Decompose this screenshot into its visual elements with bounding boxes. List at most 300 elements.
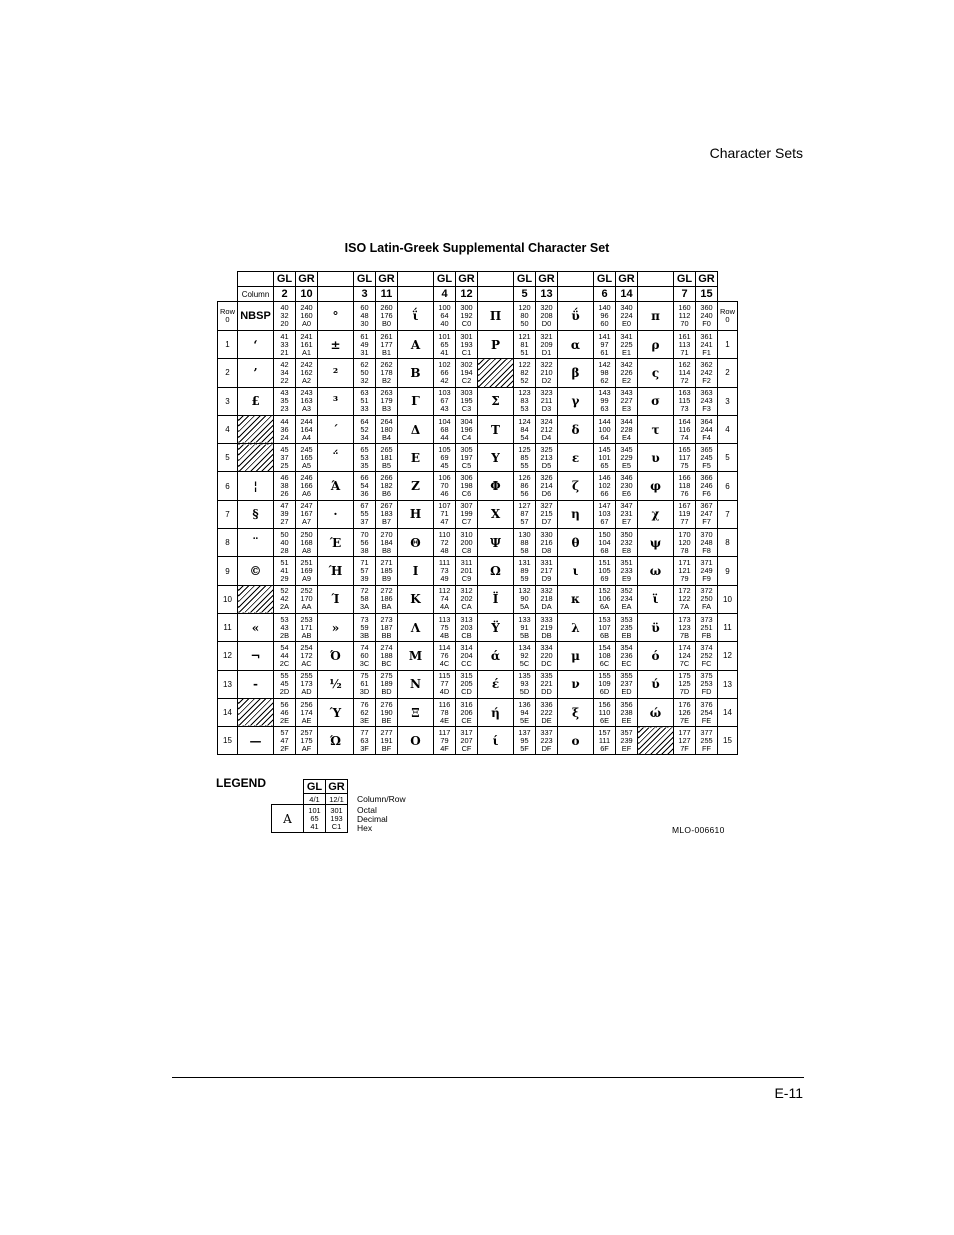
gl-codes: 117 79 4F	[434, 727, 456, 755]
gl-codes: 110 72 48	[434, 529, 456, 557]
character-glyph: δ	[558, 415, 594, 443]
gr-codes: 333 219 DB	[536, 613, 558, 641]
character-glyph: ¦	[238, 472, 274, 500]
character-glyph: Β	[398, 359, 434, 387]
character-glyph: ς	[638, 359, 674, 387]
gr-codes: 323 211 D3	[536, 387, 558, 415]
gl-codes: 116 78 4E	[434, 698, 456, 726]
character-glyph: φ	[638, 472, 674, 500]
gr-codes: 330 216 D8	[536, 529, 558, 557]
gr-codes: 365 245 F5	[696, 444, 718, 472]
gr-codes: 274 188 BC	[376, 642, 398, 670]
gl-codes: 134 92 5C	[514, 642, 536, 670]
character-glyph: ι	[558, 557, 594, 585]
gr-codes: 307 199 C7	[456, 500, 478, 528]
gr-codes: 353 235 EB	[616, 613, 638, 641]
character-glyph: ’	[238, 359, 274, 387]
gl-codes: 147 103 67	[594, 500, 616, 528]
gl-codes: 41 33 21	[274, 331, 296, 359]
gr-codes: 246 166 A6	[296, 472, 318, 500]
table-row	[218, 415, 738, 443]
table-row	[218, 387, 738, 415]
row-number-left: 10	[218, 585, 238, 613]
gl-codes: 132 90 5A	[514, 585, 536, 613]
gl-codes: 133 91 5B	[514, 613, 536, 641]
gr-codes: 300 192 C0	[456, 302, 478, 331]
gr-codes: 360 240 F0	[696, 302, 718, 331]
gr-codes: 364 244 F4	[696, 415, 718, 443]
gl-codes: 55 45 2D	[274, 670, 296, 698]
legend-glyph: A	[272, 805, 304, 833]
character-glyph: Η	[398, 500, 434, 528]
gr-codes: 362 242 F2	[696, 359, 718, 387]
table-row	[218, 557, 738, 585]
gl-codes: 115 77 4D	[434, 670, 456, 698]
row-number-right: 10	[718, 585, 738, 613]
gr-label: GR	[456, 272, 478, 287]
character-glyph: Ρ	[478, 331, 514, 359]
gl-codes: 174 124 7C	[674, 642, 696, 670]
gr-codes: 265 181 B5	[376, 444, 398, 472]
gr-codes: 241 161 A1	[296, 331, 318, 359]
gr-codes: 347 231 E7	[616, 500, 638, 528]
character-glyph: ί	[478, 727, 514, 755]
gl-codes: 66 54 36	[354, 472, 376, 500]
gl-codes: 62 50 32	[354, 359, 376, 387]
character-glyph: §	[238, 500, 274, 528]
gr-codes: 251 169 A9	[296, 557, 318, 585]
gl-label: GL	[674, 272, 696, 287]
table-row	[218, 585, 738, 613]
character-glyph: ϊ	[638, 585, 674, 613]
character-glyph	[238, 585, 274, 613]
character-glyph: Φ	[478, 472, 514, 500]
gr-column-number: 14	[616, 287, 638, 302]
character-glyph	[638, 727, 674, 755]
gr-codes: 375 253 FD	[696, 670, 718, 698]
gl-codes: 75 61 3D	[354, 670, 376, 698]
gr-label: GR	[536, 272, 558, 287]
gl-codes: 44 36 24	[274, 415, 296, 443]
gl-codes: 73 59 3B	[354, 613, 376, 641]
gr-codes: 252 170 AA	[296, 585, 318, 613]
gr-codes: 343 227 E3	[616, 387, 638, 415]
gl-codes: 167 119 77	[674, 500, 696, 528]
gl-codes: 150 104 68	[594, 529, 616, 557]
gl-column-number: 7	[674, 287, 696, 302]
gr-codes: 263 179 B3	[376, 387, 398, 415]
gl-codes: 54 44 2C	[274, 642, 296, 670]
gr-codes: 273 187 BB	[376, 613, 398, 641]
row-number-right: 11	[718, 613, 738, 641]
character-glyph: Γ	[398, 387, 434, 415]
gr-codes: 254 172 AC	[296, 642, 318, 670]
column-header-row	[218, 287, 738, 302]
row-number-right: 15	[718, 727, 738, 755]
gl-codes: 112 74 4A	[434, 585, 456, 613]
gl-codes: 153 107 6B	[594, 613, 616, 641]
character-glyph: ά	[478, 642, 514, 670]
gr-codes: 271 185 B9	[376, 557, 398, 585]
gl-codes: 131 89 59	[514, 557, 536, 585]
gr-codes: 314 204 CC	[456, 642, 478, 670]
gl-codes: 162 114 72	[674, 359, 696, 387]
gl-codes: 161 113 71	[674, 331, 696, 359]
gl-codes: 142 98 62	[594, 359, 616, 387]
gr-codes: 306 198 C6	[456, 472, 478, 500]
character-glyph: η	[558, 500, 594, 528]
character-glyph: Ι	[398, 557, 434, 585]
character-glyph: Σ	[478, 387, 514, 415]
gl-codes: 57 47 2F	[274, 727, 296, 755]
character-glyph: κ	[558, 585, 594, 613]
gl-codes: 67 55 37	[354, 500, 376, 528]
character-glyph: σ	[638, 387, 674, 415]
gr-codes: 264 180 B4	[376, 415, 398, 443]
character-glyph: Μ	[398, 642, 434, 670]
gl-codes: 102 66 42	[434, 359, 456, 387]
character-glyph: Ώ	[318, 727, 354, 755]
gl-codes: 160 112 70	[674, 302, 696, 331]
character-glyph: Ϊ	[478, 585, 514, 613]
character-glyph: Α	[398, 331, 434, 359]
character-glyph: Ν	[398, 670, 434, 698]
gl-codes: 74 60 3C	[354, 642, 376, 670]
gr-codes: 250 168 A8	[296, 529, 318, 557]
row-number-left: 13	[218, 670, 238, 698]
character-glyph: Ξ	[398, 698, 434, 726]
gr-codes: 270 184 B8	[376, 529, 398, 557]
gr-column-number: 15	[696, 287, 718, 302]
figure-id: MLO-006610	[672, 825, 725, 835]
character-glyph: Π	[478, 302, 514, 331]
character-glyph: »	[318, 613, 354, 641]
gl-codes: 146 102 66	[594, 472, 616, 500]
column-label: Column	[238, 287, 274, 302]
gr-codes: 316 206 CE	[456, 698, 478, 726]
gl-codes: 52 42 2A	[274, 585, 296, 613]
character-glyph: ν	[558, 670, 594, 698]
gl-codes: 124 84 54	[514, 415, 536, 443]
row-number-left: 2	[218, 359, 238, 387]
character-glyph: ΐ	[398, 302, 434, 331]
gr-codes: 312 202 CA	[456, 585, 478, 613]
gl-codes: 60 48 30	[354, 302, 376, 331]
gl-codes: 166 118 76	[674, 472, 696, 500]
row-number-left: 1	[218, 331, 238, 359]
gl-codes: 164 116 74	[674, 415, 696, 443]
gl-column-number: 5	[514, 287, 536, 302]
table-row	[218, 331, 738, 359]
character-glyph: ω	[638, 557, 674, 585]
gl-codes: 56 46 2E	[274, 698, 296, 726]
row-number-right: 5	[718, 444, 738, 472]
character-glyph: Έ	[318, 529, 354, 557]
gl-codes: 64 52 34	[354, 415, 376, 443]
gr-codes: 337 223 DF	[536, 727, 558, 755]
row-number-right: 1	[718, 331, 738, 359]
character-glyph: Λ	[398, 613, 434, 641]
gl-codes: 103 67 43	[434, 387, 456, 415]
gl-codes: 155 109 6D	[594, 670, 616, 698]
character-glyph: ²	[318, 359, 354, 387]
gl-codes: 137 95 5F	[514, 727, 536, 755]
gr-label: GR	[376, 272, 398, 287]
gr-codes: 311 201 C9	[456, 557, 478, 585]
gl-codes: 154 108 6C	[594, 642, 616, 670]
table-row	[218, 642, 738, 670]
character-glyph: Τ	[478, 415, 514, 443]
gr-codes: 350 232 E8	[616, 529, 638, 557]
character-glyph: £	[238, 387, 274, 415]
gr-column-number: 12	[456, 287, 478, 302]
gl-codes: 165 117 75	[674, 444, 696, 472]
gl-codes: 173 123 7B	[674, 613, 696, 641]
table-row	[218, 444, 738, 472]
gl-codes: 121 81 51	[514, 331, 536, 359]
gl-codes: 106 70 46	[434, 472, 456, 500]
gr-codes: 325 213 D5	[536, 444, 558, 472]
gl-codes: 65 53 35	[354, 444, 376, 472]
character-glyph: ε	[558, 444, 594, 472]
character-glyph: Ό	[318, 642, 354, 670]
gr-codes: 344 228 E4	[616, 415, 638, 443]
gr-codes: 376 254 FE	[696, 698, 718, 726]
gr-codes: 326 214 D6	[536, 472, 558, 500]
gr-codes: 370 248 F8	[696, 529, 718, 557]
gl-codes: 72 58 3A	[354, 585, 376, 613]
row-number-left: 3	[218, 387, 238, 415]
gl-codes: 100 64 40	[434, 302, 456, 331]
gl-codes: 43 35 23	[274, 387, 296, 415]
gr-codes: 341 225 E1	[616, 331, 638, 359]
character-glyph: ρ	[638, 331, 674, 359]
gr-column-number: 10	[296, 287, 318, 302]
gr-codes: 354 236 EC	[616, 642, 638, 670]
gr-codes: 345 229 E5	[616, 444, 638, 472]
legend-table	[271, 779, 348, 833]
row-number-right: 9	[718, 557, 738, 585]
character-glyph: ύ	[638, 670, 674, 698]
character-glyph: β	[558, 359, 594, 387]
character-glyph: Ϋ	[478, 613, 514, 641]
gl-gr-header-row	[218, 272, 738, 287]
gr-codes: 243 163 A3	[296, 387, 318, 415]
gr-codes: 260 176 B0	[376, 302, 398, 331]
character-glyph: ΰ	[558, 302, 594, 331]
character-glyph: ΄	[318, 415, 354, 443]
gl-codes: 70 56 38	[354, 529, 376, 557]
gr-codes: 361 241 F1	[696, 331, 718, 359]
legend-title: LEGEND	[216, 776, 267, 790]
gl-codes: 105 69 45	[434, 444, 456, 472]
gr-codes: 266 182 B6	[376, 472, 398, 500]
gl-column-number: 3	[354, 287, 376, 302]
gr-codes: 374 252 FC	[696, 642, 718, 670]
gr-codes: 352 234 EA	[616, 585, 638, 613]
gl-codes: 151 105 69	[594, 557, 616, 585]
gr-codes: 242 162 A2	[296, 359, 318, 387]
gr-column-number: 13	[536, 287, 558, 302]
character-glyph	[478, 359, 514, 387]
gr-codes: 366 246 F6	[696, 472, 718, 500]
gr-codes: 256 174 AE	[296, 698, 318, 726]
gr-codes: 302 194 C2	[456, 359, 478, 387]
character-glyph: λ	[558, 613, 594, 641]
legend-gr-codes: 301 193 C1	[326, 805, 348, 833]
legend-gr-pos: 12/1	[326, 794, 348, 805]
gl-codes: 107 71 47	[434, 500, 456, 528]
gr-codes: 357 239 EF	[616, 727, 638, 755]
row-number-right: 3	[718, 387, 738, 415]
gl-label: GL	[274, 272, 296, 287]
gl-codes: 143 99 63	[594, 387, 616, 415]
gl-column-number: 6	[594, 287, 616, 302]
row-number-right: 13	[718, 670, 738, 698]
gr-codes: 267 183 B7	[376, 500, 398, 528]
gl-codes: 111 73 49	[434, 557, 456, 585]
character-glyph: Ύ	[318, 698, 354, 726]
legend-gl-label: GL	[304, 780, 326, 794]
character-set-table	[217, 271, 738, 755]
gl-codes: 45 37 25	[274, 444, 296, 472]
gl-codes: 144 100 64	[594, 415, 616, 443]
character-glyph: ΅	[318, 444, 354, 472]
gl-codes: 170 120 78	[674, 529, 696, 557]
gl-codes: 114 76 4C	[434, 642, 456, 670]
character-glyph: ό	[638, 642, 674, 670]
gl-codes: 120 80 50	[514, 302, 536, 331]
row-label: Row	[219, 307, 235, 316]
character-glyph: Υ	[478, 444, 514, 472]
gr-codes: 327 215 D7	[536, 500, 558, 528]
gr-codes: 317 207 CF	[456, 727, 478, 755]
character-glyph: ·	[318, 500, 354, 528]
gr-codes: 351 233 E9	[616, 557, 638, 585]
row-number-right: Row 0	[718, 302, 738, 331]
gl-codes: 127 87 57	[514, 500, 536, 528]
gl-label: GL	[514, 272, 536, 287]
row-number-right: 2	[718, 359, 738, 387]
character-glyph: Θ	[398, 529, 434, 557]
row-number-left: Row 0	[218, 302, 238, 331]
character-glyph: «	[238, 613, 274, 641]
character-glyph: ξ	[558, 698, 594, 726]
row-number-left: 11	[218, 613, 238, 641]
gl-codes: 145 101 65	[594, 444, 616, 472]
row-number-right: 7	[718, 500, 738, 528]
gr-codes: 356 238 EE	[616, 698, 638, 726]
table-row	[218, 727, 738, 755]
character-glyph: Ή	[318, 557, 354, 585]
row-number-left: 4	[218, 415, 238, 443]
gl-codes: 157 111 6F	[594, 727, 616, 755]
gl-label: GL	[594, 272, 616, 287]
gl-label: GL	[434, 272, 456, 287]
row-number-right: 12	[718, 642, 738, 670]
legend-label-colrow: Column/Row	[357, 794, 406, 804]
gr-codes: 244 164 A4	[296, 415, 318, 443]
character-glyph: Ο	[398, 727, 434, 755]
gr-codes: 305 197 C5	[456, 444, 478, 472]
gr-codes: 320 208 D0	[536, 302, 558, 331]
character-glyph: ψ	[638, 529, 674, 557]
row-number-left: 9	[218, 557, 238, 585]
gr-codes: 272 186 BA	[376, 585, 398, 613]
gl-column-number: 2	[274, 287, 296, 302]
character-glyph: Ε	[398, 444, 434, 472]
character-glyph: ½	[318, 670, 354, 698]
gr-codes: 261 177 B1	[376, 331, 398, 359]
gr-codes: 371 249 F9	[696, 557, 718, 585]
legend-label-decimal: Decimal	[357, 814, 388, 824]
gl-codes: 61 49 31	[354, 331, 376, 359]
row-number-left: 6	[218, 472, 238, 500]
footer-rule	[172, 1077, 804, 1078]
character-glyph: ζ	[558, 472, 594, 500]
gl-codes: 104 68 44	[434, 415, 456, 443]
gl-codes: 175 125 7D	[674, 670, 696, 698]
character-glyph	[238, 415, 274, 443]
gl-codes: 46 38 26	[274, 472, 296, 500]
gl-codes: 177 127 7F	[674, 727, 696, 755]
legend-gr-label: GR	[326, 780, 348, 794]
character-glyph: α	[558, 331, 594, 359]
row-number-right: 14	[718, 698, 738, 726]
gr-codes: 377 255 FF	[696, 727, 718, 755]
gl-codes: 136 94 5E	[514, 698, 536, 726]
character-glyph: —	[238, 727, 274, 755]
gr-codes: 372 250 FA	[696, 585, 718, 613]
gr-codes: 355 237 ED	[616, 670, 638, 698]
row-number-right: 8	[718, 529, 738, 557]
gr-codes: 332 218 DA	[536, 585, 558, 613]
character-glyph: Κ	[398, 585, 434, 613]
gr-codes: 245 165 A5	[296, 444, 318, 472]
character-glyph: ³	[318, 387, 354, 415]
gl-codes: 40 32 20	[274, 302, 296, 331]
gr-codes: 276 190 BE	[376, 698, 398, 726]
character-glyph: -	[238, 670, 274, 698]
gl-codes: 53 43 2B	[274, 613, 296, 641]
gr-codes: 315 205 CD	[456, 670, 478, 698]
gl-codes: 50 40 28	[274, 529, 296, 557]
page-number: E-11	[774, 1085, 803, 1101]
character-glyph: ‘	[238, 331, 274, 359]
gl-codes: 76 62 3E	[354, 698, 376, 726]
gr-column-number: 11	[376, 287, 398, 302]
row-number-right: 4	[718, 415, 738, 443]
character-glyph: χ	[638, 500, 674, 528]
gl-codes: 140 96 60	[594, 302, 616, 331]
gl-codes: 171 121 79	[674, 557, 696, 585]
table-row	[218, 613, 738, 641]
gl-codes: 77 63 3F	[354, 727, 376, 755]
table-row	[218, 472, 738, 500]
legend-gl-codes: 101 65 41	[304, 805, 326, 833]
character-glyph: ¬	[238, 642, 274, 670]
row-number-left: 7	[218, 500, 238, 528]
character-glyph: έ	[478, 670, 514, 698]
gl-codes: 176 126 7E	[674, 698, 696, 726]
gr-codes: 303 195 C3	[456, 387, 478, 415]
gr-codes: 340 224 E0	[616, 302, 638, 331]
table-row	[218, 500, 738, 528]
gl-codes: 126 86 56	[514, 472, 536, 500]
gl-label: GL	[354, 272, 376, 287]
gr-codes: 363 243 F3	[696, 387, 718, 415]
gr-codes: 373 251 FB	[696, 613, 718, 641]
